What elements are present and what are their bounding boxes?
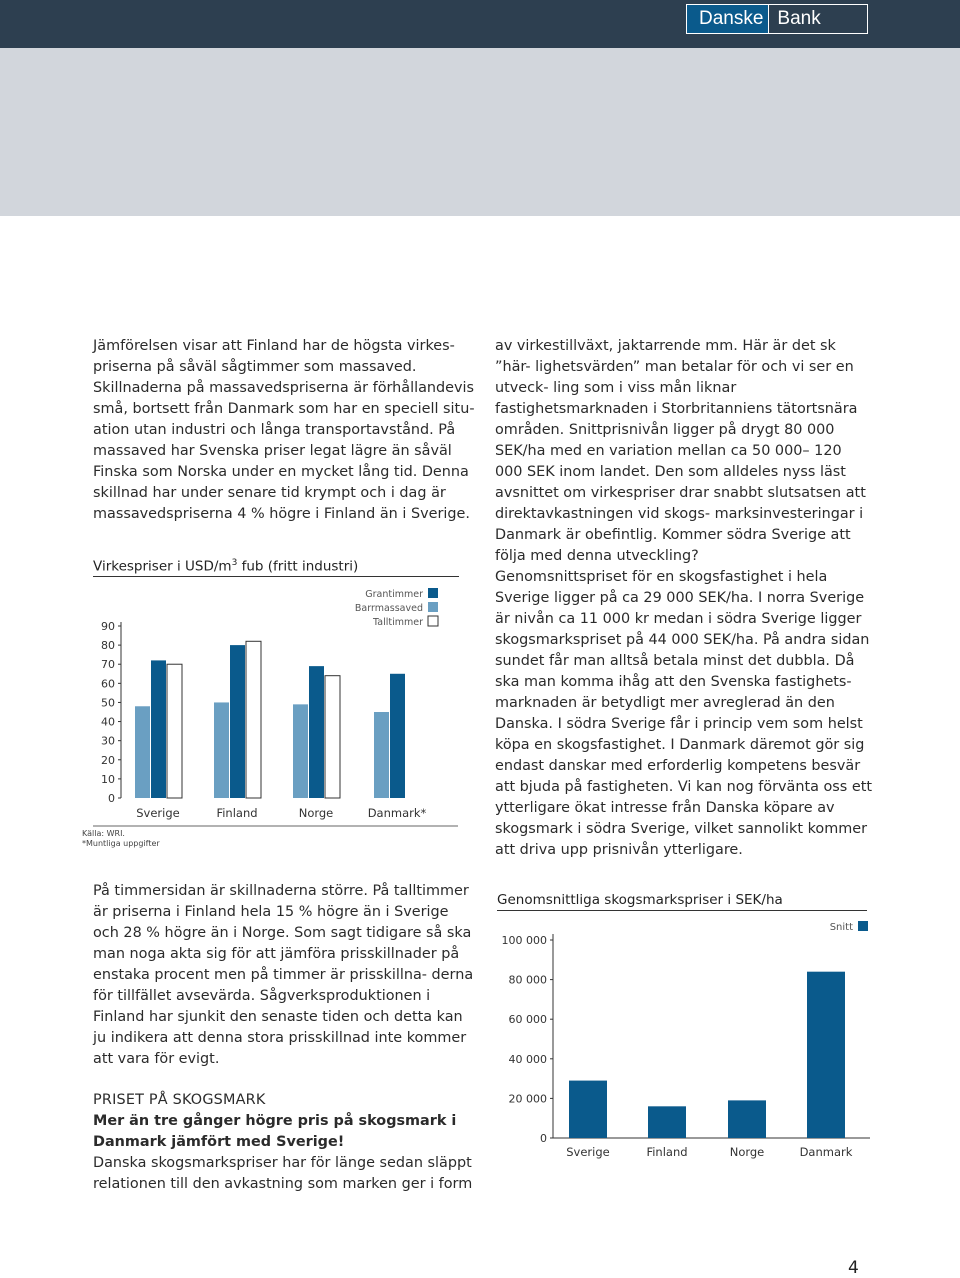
chart1-y-tick-label: 60 [101, 677, 115, 691]
section-heading: PRISET PÅ SKOGSMARK [93, 1092, 266, 1108]
chart1-bar-barrmassaved [293, 704, 308, 798]
chart1-title-rule [93, 576, 459, 577]
chart1-y-tick-label: 30 [101, 734, 115, 748]
chart1-legend-swatch [428, 588, 438, 598]
chart2-x-label: Norge [729, 1145, 765, 1159]
left-paragraph-2-text: På timmersidan är skillnaderna större. På talltimmer är priserna i Finland hela 15 % högre än i Sverige och 28 % högre än i Norge. Som sagt tidigare så ska man noga akta sig för att jämföra prisskillnader på enstaka procent men på timmer är prisskillna- derna för tillfället avsevärda. Sågverksproduktionen i Finland har sjunkit den senaste tiden och detta kan ju indikera att denna stora prisskillnad inte kommer att vara för evigt. [93, 883, 474, 1067]
chart2-y-tick-label: 40 000 [508, 1052, 547, 1066]
section-subheading: Mer än tre gånger högre pris på skogsmark i Danmark jämfört med Sverige! [93, 1113, 457, 1150]
chart2-bar [807, 972, 845, 1138]
chart1-y-tick-label: 10 [101, 772, 115, 786]
chart1-legend-label: Barrmassaved [354, 603, 423, 614]
chart1-x-label: Finland [216, 806, 258, 820]
chart1-y-tick-label: 90 [101, 620, 115, 633]
chart2-y-tick-label: 60 000 [508, 1013, 547, 1027]
chart2-title [497, 892, 783, 908]
chart1-legend-label: Grantimmer [365, 589, 423, 600]
left-paragraph-1-text: Jämförelsen visar att Finland har de högsta virkes- priserna på såväl sågtimmer som massaved. Skillnaderna på massavedspriserna är förhållandevis små, bortsett från Danmark som har en speciell situ- ation utan industri och långa transportavstånd. På massaved har Svenska priser legat lägre än såväl Finska som Norska under en mycket lång tid. Denna skillnad har under senare tid krympt och i dag är massavedspriserna 4 % högre i Finland än i Sverige. [93, 338, 475, 522]
chart2-title-rule [497, 910, 867, 911]
left-paragraph-2 [93, 881, 478, 1070]
chart1-legend-swatch [428, 602, 438, 612]
chart2-forest-land-prices [480, 912, 880, 1162]
chart1-bar-grantimmer [230, 645, 245, 798]
chart1-legend-label: Talltimmer [373, 617, 423, 628]
chart1-footnote: *Muntliga uppgifter [82, 839, 160, 848]
top-banner [0, 0, 960, 48]
chart1-bar-grantimmer [309, 666, 324, 798]
chart2-x-label: Sverige [566, 1145, 610, 1159]
chart1-source: Källa: WRI. [82, 829, 125, 838]
logo-text-danske: Danske [687, 5, 768, 33]
logo-text-bank: Bank [768, 5, 826, 33]
chart2-y-tick-label: 0 [540, 1132, 547, 1145]
chart1-legend-swatch [428, 616, 438, 626]
chart1-title-rest: fub (fritt industri) [237, 558, 359, 575]
right-paragraph-2 [495, 567, 873, 861]
chart1-x-label: Sverige [136, 806, 180, 820]
chart1-bar-talltimmer [325, 676, 340, 798]
left-section [93, 1090, 478, 1195]
chart2-y-tick-label: 80 000 [508, 973, 547, 987]
chart1-title-sup: 3 [231, 558, 238, 568]
chart2-y-tick-label: 20 000 [508, 1092, 547, 1106]
chart1-bar-barrmassaved [135, 706, 150, 798]
chart1-title [93, 558, 358, 575]
chart2-x-label: Finland [646, 1145, 688, 1159]
chart2-legend-swatch [858, 921, 868, 931]
chart1-y-tick-label: 20 [101, 753, 115, 767]
left-paragraph-3: Danska skogsmarkspriser har för länge sedan släppt relationen till den avkastning som marken ger i form [93, 1155, 473, 1192]
chart1-title-main: Virkespriser i USD/m [93, 558, 232, 575]
chart1-wood-prices [78, 578, 468, 853]
chart1-bar-grantimmer [390, 674, 405, 798]
header-gray-band [0, 48, 960, 216]
chart1-y-tick-label: 0 [108, 792, 115, 805]
chart1-y-tick-label: 50 [101, 696, 115, 710]
chart2-title-text: Genomsnittliga skogsmarkspriser i SEK/ha [497, 892, 783, 908]
chart2-y-tick-label: 100 000 [501, 934, 547, 947]
left-paragraph-1 [93, 336, 478, 525]
right-paragraph-1 [495, 336, 873, 567]
chart1-bar-barrmassaved [374, 712, 389, 798]
chart2-x-label: Danmark [799, 1145, 853, 1159]
chart1-x-label: Norge [298, 806, 334, 820]
right-paragraph-2-text: Genomsnittspriset för en skogsfastighet i hela Sverige ligger på ca 29 000 SEK/ha. I norra Sverige är nivån ca 11 000 kr medan i södra Sverige ligger skogsmarkspriset på 44 000 SEK/ha. På andra sidan sundet får man alltså betala minst det dubbla. Då ska man komma ihåg att den Svenska fastighets- marknaden är betydligt mer avreglerad än den Danska. I södra Sverige får i princip vem som helst köpa en skogsfastighet. I Danmark däremot gör sig endast danskar med erforderlig kompetens besvär att bjuda på fastigheten. Vi kan nog förvänta oss ett ytterligare ökat intresse från Danska köpare av skogsmark i södra Sverige, vilket sannolikt kommer att driva upp prisnivån ytterligare. [495, 569, 873, 858]
chart1-x-label: Danmark* [367, 806, 427, 820]
chart2-bar [648, 1106, 686, 1138]
page-number: 4 [848, 1258, 859, 1278]
chart1-bar-grantimmer [151, 660, 166, 798]
chart1-y-tick-label: 70 [101, 658, 115, 672]
chart1-bar-talltimmer [167, 664, 182, 798]
chart1-bar-barrmassaved [214, 702, 229, 798]
chart2-bar [569, 1081, 607, 1138]
chart1-y-tick-label: 40 [101, 715, 115, 729]
chart1-bar-talltimmer [246, 641, 261, 798]
right-paragraph-1-text: av virkestillväxt, jaktarrende mm. Här är det sk ”här- lighetsvärden” man betalar för och vi ser en utveck- ling som i viss mån liknar fastighetsmarknaden i Storbritanniens tätortsnära områden. Snittprisnivån ligger på drygt 80 000 SEK/ha med en variation mellan ca 50 000– 120 000 SEK inom landet. Den som alldeles nyss läst avsnittet om virkespriser drar snabbt slutsatsen att direktavkastningen vid skogs- marksinvesteringar i Danmark är obefintlig. Kommer södra Sverige att följa med denna utveckling? [495, 338, 866, 564]
chart2-bar [728, 1100, 766, 1138]
chart1-y-tick-label: 80 [101, 639, 115, 653]
danske-bank-logo [686, 4, 868, 34]
chart2-legend-label: Snitt [829, 922, 853, 933]
